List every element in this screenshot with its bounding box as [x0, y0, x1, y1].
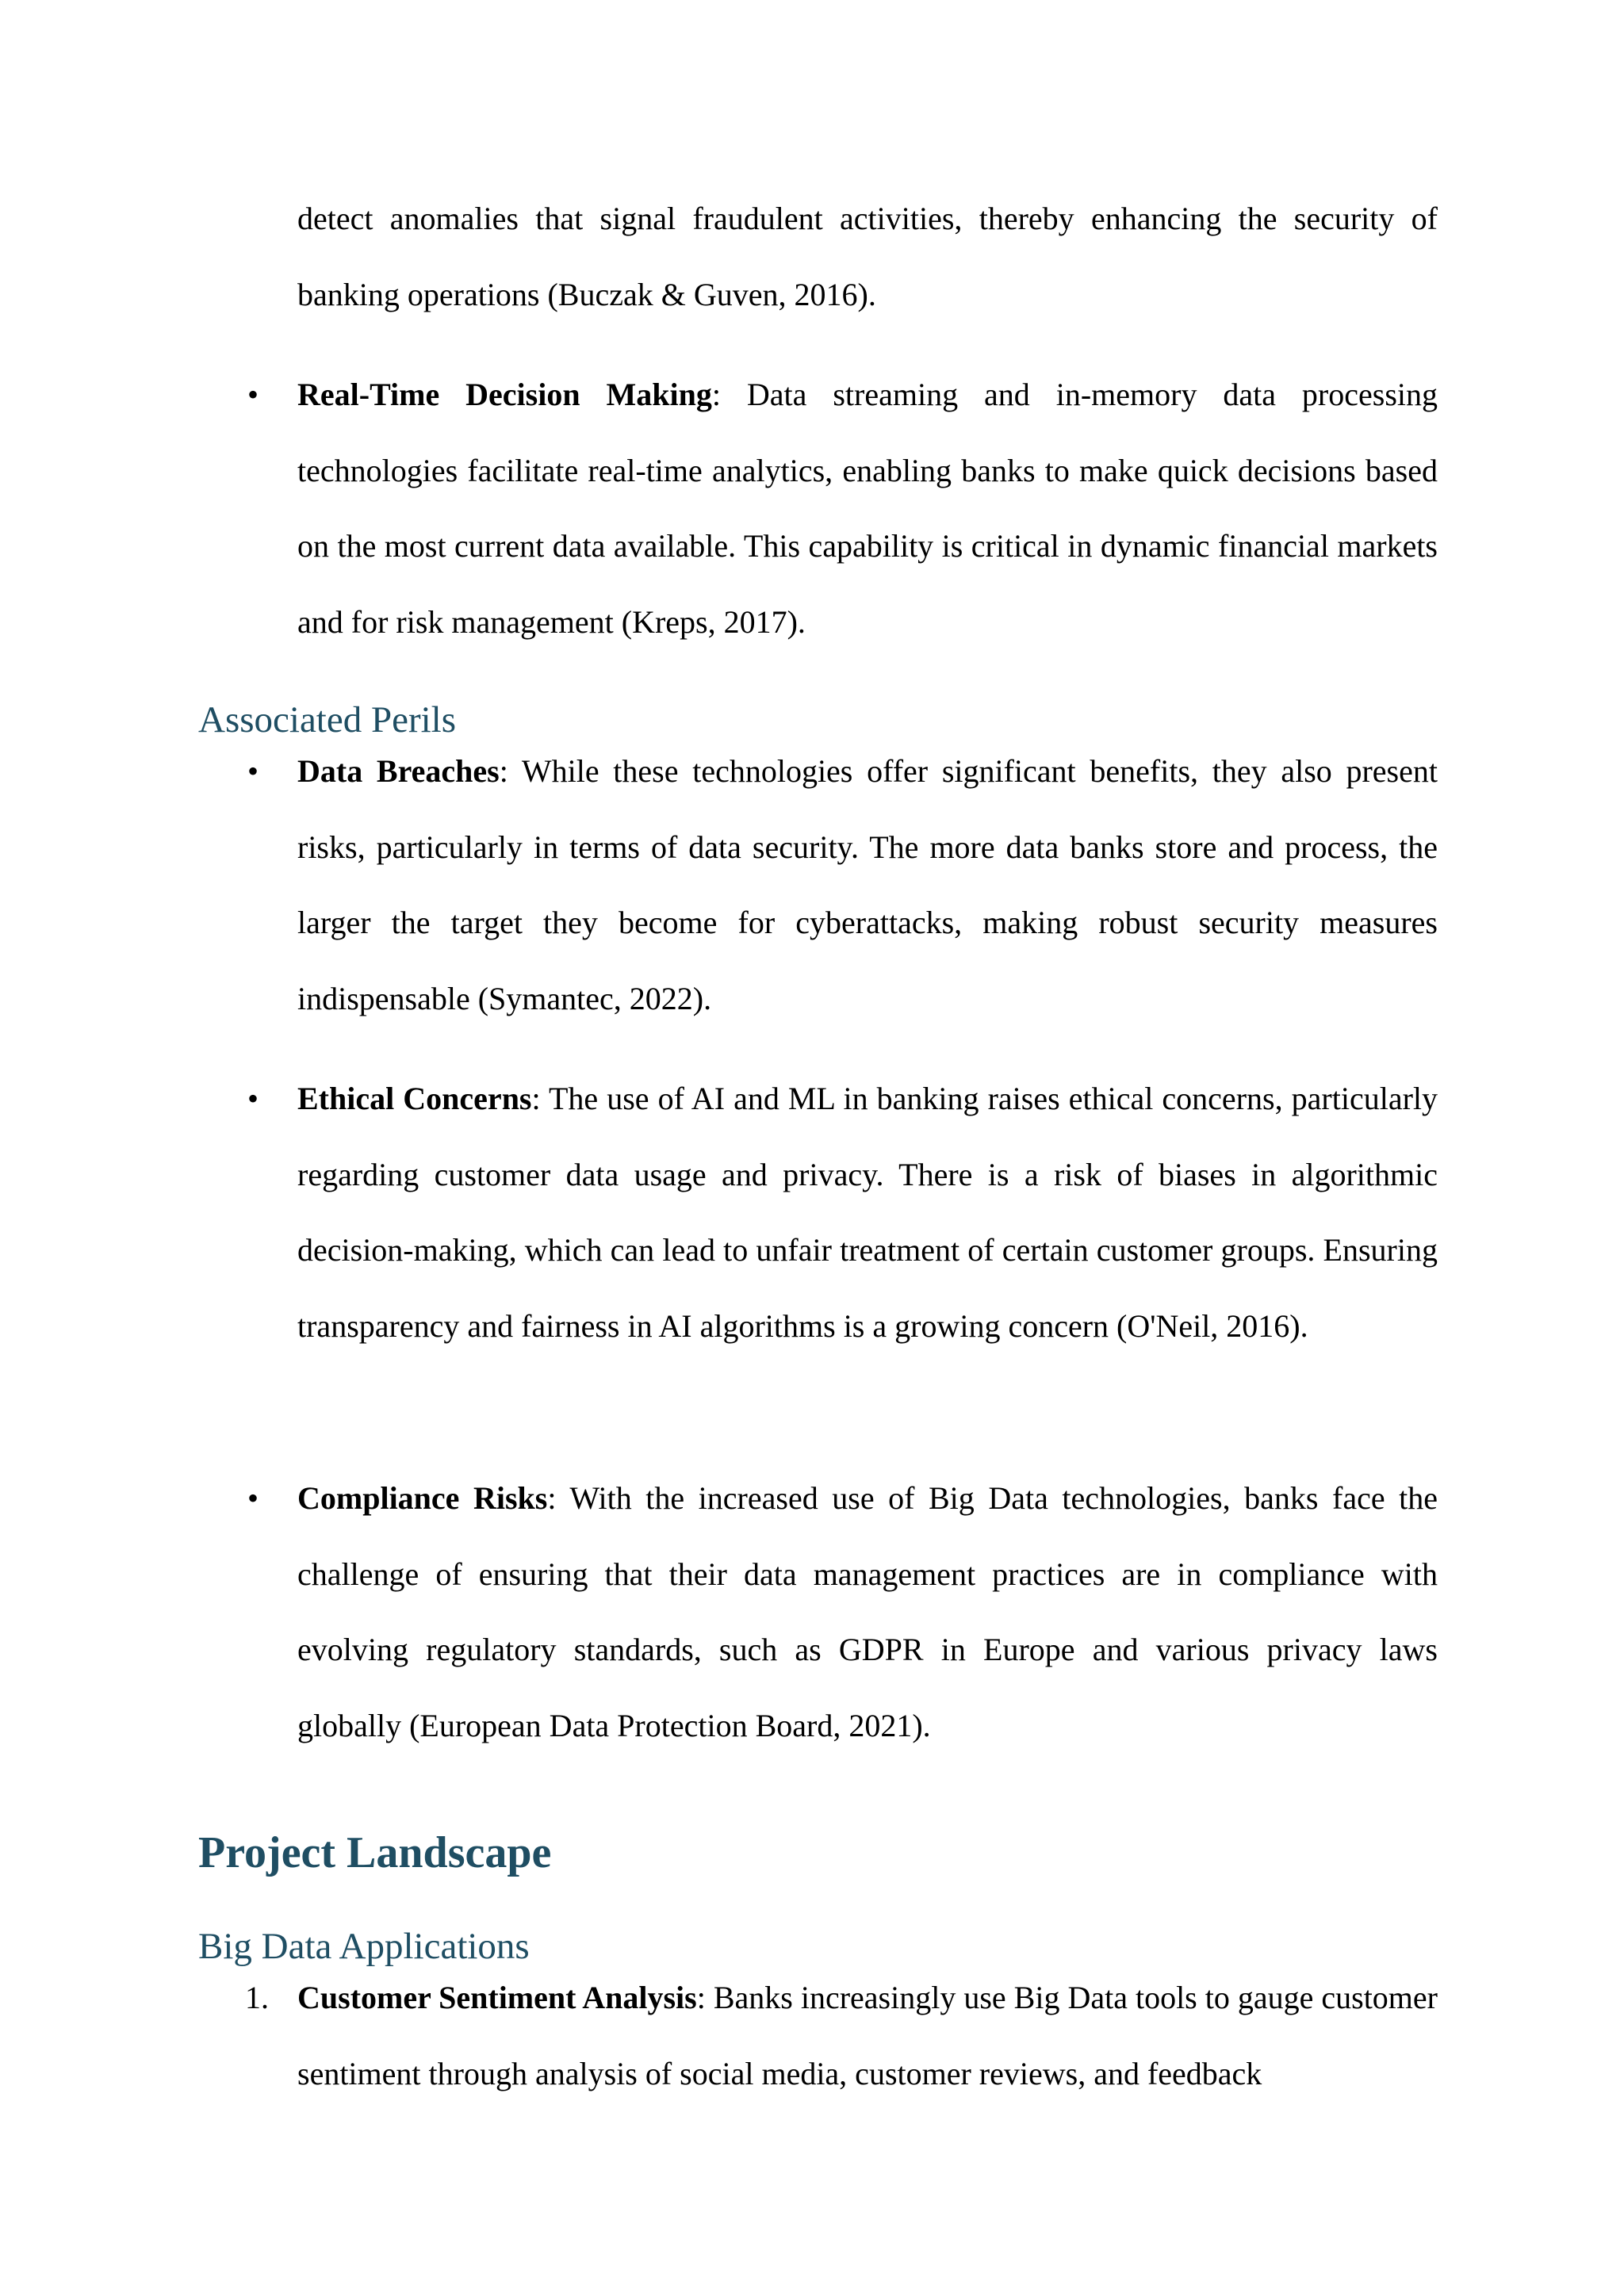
section-subheading: Big Data Applications [198, 1926, 530, 1967]
bullet-term: Real-Time Decision Making [297, 377, 712, 412]
list-item [297, 1960, 1438, 2111]
list-item [297, 733, 1438, 1036]
section-subheading: Associated Perils [198, 699, 457, 740]
list-item [297, 1460, 1438, 1763]
bullet-term: Compliance Risks [297, 1480, 548, 1516]
bullet-text: : The use of AI and ML in banking raises ethical concerns, particularly regarding customer data usage and privacy. There is a risk of biases in algorithmic decision-making, which can lead to unfair treatment of certain customer groups. Ensuring transparency and fairness in AI algorithms is a growing concern (O'Neil, 2016). [297, 1081, 1438, 1344]
bullet-marker: • [247, 1081, 259, 1116]
bullet-term: Data Breaches [297, 753, 500, 789]
list-item [297, 357, 1438, 660]
bullet-marker: • [247, 377, 259, 412]
bullet-text: : While these technologies offer significant benefits, they also present risks, particularly in terms of data security. The more data banks store and process, the larger the target they become for cyberattacks, making robust security measures indispensable (Symantec, 2022). [297, 753, 1438, 1016]
paragraph-continuation [297, 181, 1438, 332]
list-text: : Banks increasingly use Big Data tools to gauge customer sentiment through analysis of social media, customer reviews, and feedback [297, 1980, 1438, 2091]
bullet-text: : With the increased use of Big Data technologies, banks face the challenge of ensuring that their data management practices are in compliance with evolving regulatory standards, such as GDPR in Europe and various privacy laws globally (European Data Protection Board, 2021). [297, 1480, 1438, 1743]
section-heading: Project Landscape [198, 1828, 552, 1877]
list-number: 1. [245, 1980, 269, 2015]
paragraph-text: detect anomalies that signal fraudulent activities, thereby enhancing the security of banking operations (Buczak & Guven, 2016). [297, 201, 1438, 312]
bullet-term: Ethical Concerns [297, 1081, 532, 1116]
list-term: Customer Sentiment Analysis [297, 1980, 697, 2015]
bullet-marker: • [247, 753, 259, 789]
bullet-text: : Data streaming and in-memory data processing technologies facilitate real-time analytics, enabling banks to make quick decisions based on the most current data available. This capability is critical in dynamic financial markets and for risk management (Kreps, 2017). [297, 377, 1438, 640]
bullet-marker: • [247, 1480, 259, 1516]
list-item [297, 1061, 1438, 1364]
